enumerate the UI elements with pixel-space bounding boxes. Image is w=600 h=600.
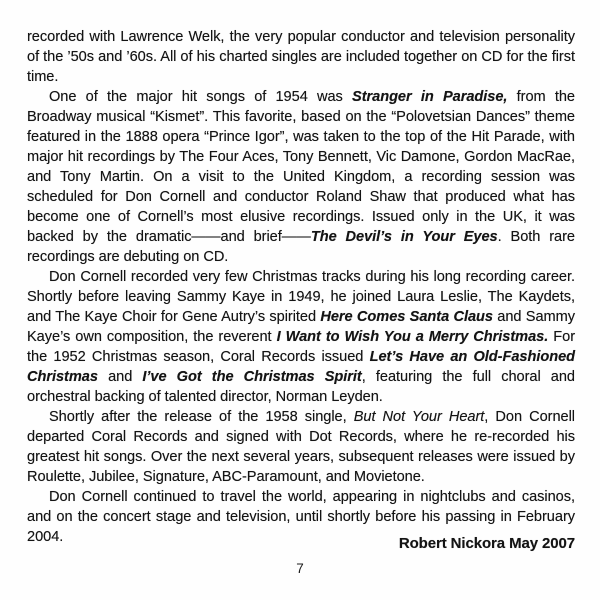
song-title-segment: The Devil’s in Your Eyes (310, 229, 498, 245)
paragraph (27, 407, 575, 487)
text-segment: Don Cornell continued to travel the world, appearing in nightclubs and casinos, and on the concert stage and television, until shortly before his passing in February 2004. (27, 489, 575, 545)
paragraph (27, 87, 575, 267)
song-title-segment: Stranger in Paradise, (352, 89, 508, 105)
song-title-segment: But Not Your Heart (353, 409, 485, 425)
text-segment: and Sammy Kaye’s own composition, the reverent (27, 309, 575, 345)
text-segment: , featuring the full choral and orchestral backing of talented director, Norman Leyden. (27, 369, 575, 405)
author-credit: Robert Nickora May 2007 (398, 535, 575, 552)
text-segment: and (97, 369, 143, 385)
paragraph (27, 267, 575, 407)
paragraph (27, 27, 575, 87)
text-segment: For the 1952 Christmas season, Coral Records issued (27, 329, 576, 365)
text-segment: One of the major hit songs of 1954 was (49, 89, 353, 105)
text-segment: , Don Cornell departed Coral Records and signed with Dot Records, where he re-recorded his greatest hit songs. Over the next several years, subsequent releases were issued by Roulette, Jubilee, Signature, ABC-Paramount, and Movietone. (27, 409, 575, 485)
song-title-segment: Let’s Have an Old-Fashioned Christmas (27, 349, 575, 385)
text-segment: Shortly after the release of the 1958 single, (49, 409, 354, 425)
body-text (27, 27, 575, 547)
text-segment: . Both rare recordings are debuting on CD. (27, 229, 575, 265)
song-title-segment: I’ve Got the Christmas Spirit (142, 369, 362, 385)
text-segment: from the Broadway musical “Kismet”. This favorite, based on the “Polovetsian Dances” theme featured in the 1888 opera “Prince Igor”, was taken to the top of the Hit Parade, with major hit recordings by The Four Aces, Tony Bennett, Vic Damone, Gordon MacRae, and Tony Martin. On a visit to the United Kingdom, a recording session was scheduled for Don Cornell and conductor Roland Shaw that produced what has become one of Cornell’s most elusive recordings. Issued only in the UK, it was backed by the dramatic——and brief—— (27, 89, 575, 245)
song-title-segment: Here Comes Santa Claus (320, 309, 493, 325)
page-number: 7 (296, 561, 304, 576)
song-title-segment: I Want to Wish You a Merry Christmas. (276, 329, 549, 345)
text-segment: recorded with Lawrence Welk, the very popular conductor and television personality of the ’50s and ’60s. All of his charted singles are included together on CD for the first time. (27, 29, 575, 85)
text-segment: Don Cornell recorded very few Christmas tracks during his long recording career. Shortly before leaving Sammy Kaye in 1949, he joined Laura Leslie, The Kaydets, and The Kaye Choir for Gene Autry’s spirited (27, 269, 575, 325)
